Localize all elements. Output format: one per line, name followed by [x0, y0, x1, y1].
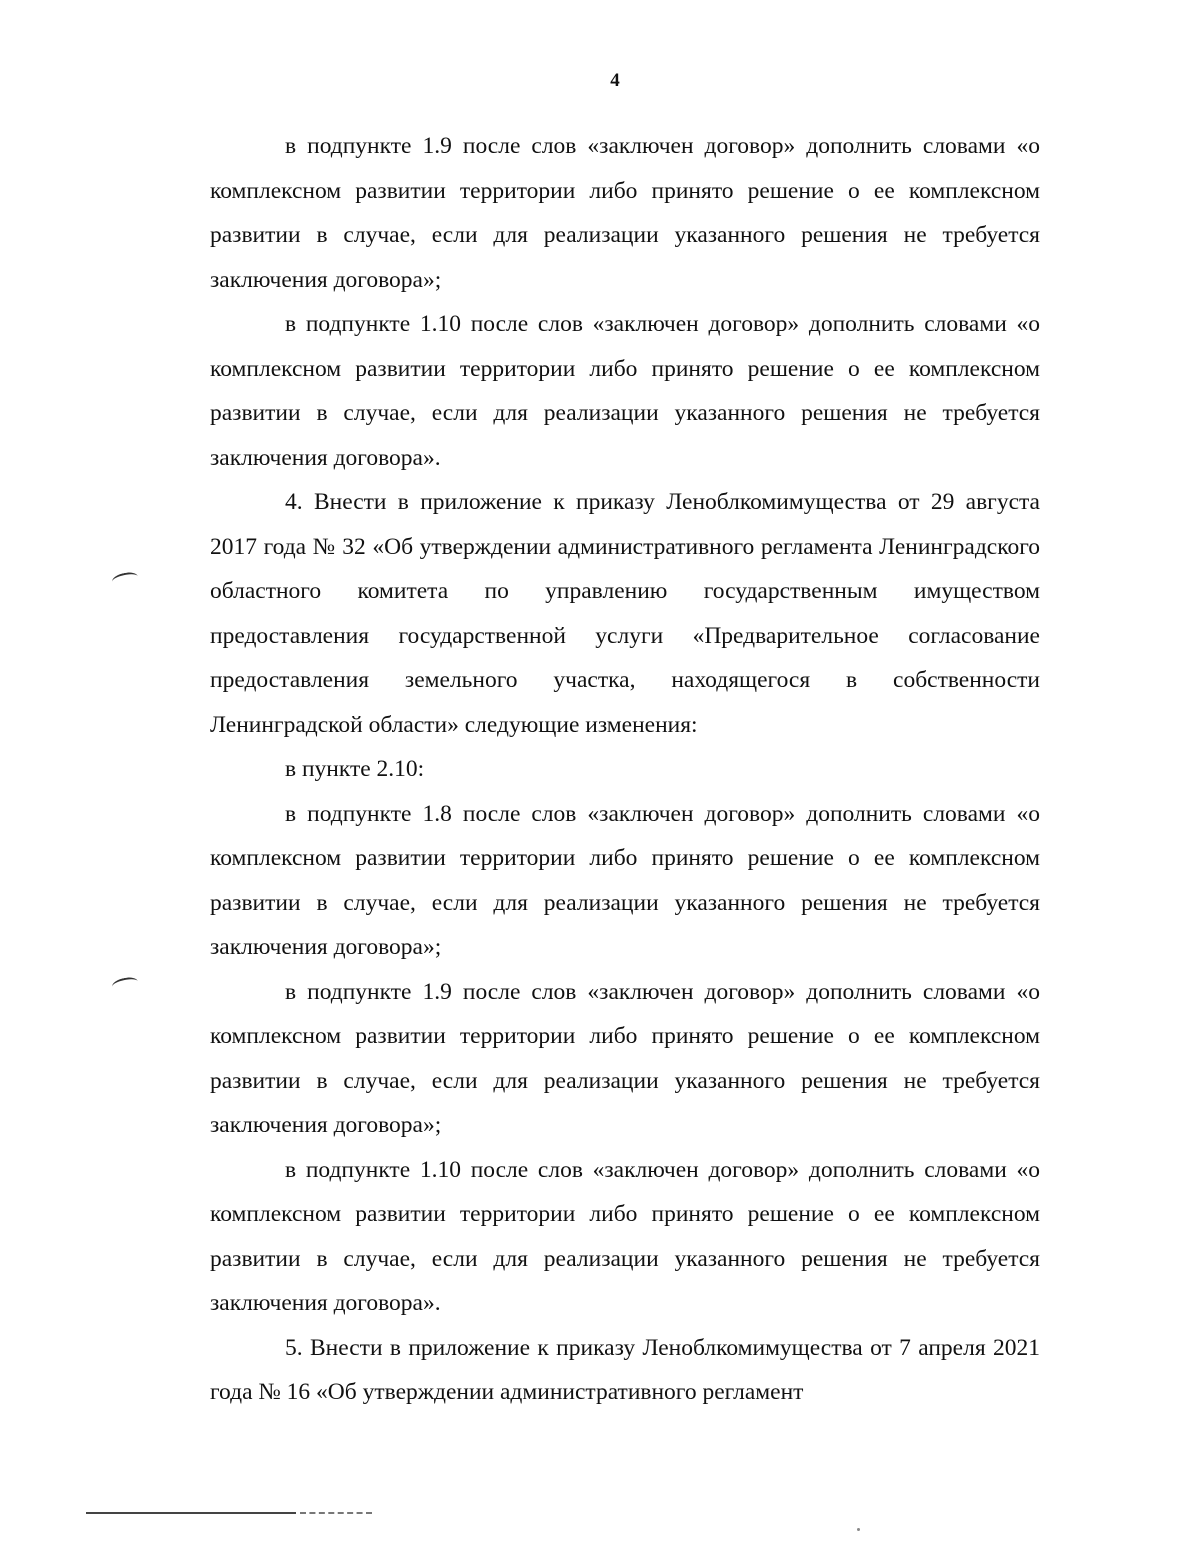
paragraph-point-2-10: в пункте 2.10:: [285, 756, 425, 782]
paragraph-item-5: 5. Внести в приложение к приказу Леноблкомимущества от 7 апреля 2021 года № 16 «Об утверждении административного регламент: [210, 1334, 1040, 1405]
page-number: 4: [610, 70, 620, 91]
scan-punch-mark-bottom: [111, 975, 139, 992]
scan-punch-mark-top: [111, 570, 139, 587]
paragraph-item-4: 4. Внести в приложение к приказу Леноблкомимущества от 29 августа 2017 года № 32 «Об утверждении административного регламента Ленинградского областного комитета по управлению государственным имуществом предоставления государственной услуги «Предварительное согласование предоставления земельного участка, находящегося в собственности Ленинградской области» следующие изменения:: [210, 489, 1040, 738]
footer-rule: [86, 1512, 296, 1514]
paragraph-subitem-1-10-second: в подпункте 1.10 после слов «заключен договор» дополнить словами «о комплексном развитии территории либо принято решение о ее комплексном развитии в случае, если для реализации указанного решения не требуется заключения договора».: [210, 1156, 1040, 1316]
scan-speck: [857, 1528, 860, 1531]
paragraph-subitem-1-10-first: в подпункте 1.10 после слов «заключен договор» дополнить словами «о комплексном развитии территории либо принято решение о ее комплексном развитии в случае, если для реализации указанного решения не требуется заключения договора».: [210, 311, 1040, 471]
paragraph-subitem-1-9-first: в подпункте 1.9 после слов «заключен договор» дополнить словами «о комплексном развитии территории либо принято решение о ее комплексном развитии в случае, если для реализации указанного решения не требуется заключения договора»;: [210, 133, 1040, 293]
footer-rule-dashed: [300, 1512, 372, 1514]
paragraph-subitem-1-9-second: в подпункте 1.9 после слов «заключен договор» дополнить словами «о комплексном развитии территории либо принято решение о ее комплексном развитии в случае, если для реализации указанного решения не требуется заключения договора»;: [210, 978, 1040, 1138]
paragraph-subitem-1-8: в подпункте 1.8 после слов «заключен договор» дополнить словами «о комплексном развитии территории либо принято решение о ее комплексном развитии в случае, если для реализации указанного решения не требуется заключения договора»;: [210, 800, 1040, 960]
document-body: [210, 124, 1040, 1415]
